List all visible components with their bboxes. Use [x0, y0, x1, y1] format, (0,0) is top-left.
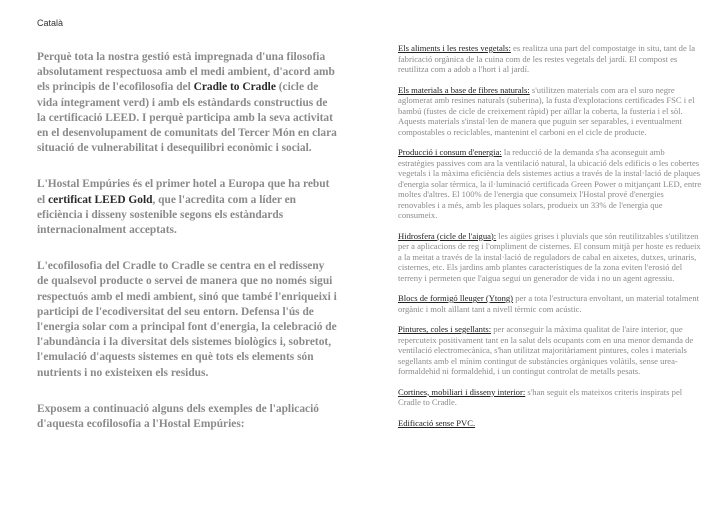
leed-gold-link[interactable]: certificat LEED Gold [48, 193, 153, 206]
example-heading: Producció i consum d'energia: [398, 147, 502, 157]
example-heading: Hidrosfera (cicle de l'aigua): [398, 230, 497, 241]
example-paints [398, 324, 703, 377]
example-body: es realitza una part del compostatge in situ, tant de la fabricació orgànica de la cuina com de les restes vegetals del jardí. El compost es reutilitza com a adob a l'hort i al jardí. [398, 43, 696, 74]
example-no-pvc [398, 418, 703, 429]
example-body: per aconseguir la màxima qualitat de l'aire interior, que repercuteix positivament tant en la salut dels ocupants com en una menor demanda de ventilació electromecànica, s'han utilitzat majoritàriament pintures, coles i materials segellants amb el mínim contingut de substàncies orgàniques volàtils, sense urea-formaldehid ni formaldehid, i un contingut controlat de metalls pesats. [398, 324, 694, 376]
example-natural-fibres [398, 85, 703, 138]
example-heading: Cortines, mobiliari i disseny interior: [398, 386, 526, 397]
example-compost [398, 43, 703, 75]
example-heading: Edificació sense PVC. [398, 417, 476, 428]
language-label: Català [37, 18, 64, 28]
example-energy [398, 147, 703, 221]
example-heading: Els aliments i les restes vegetals: [398, 43, 511, 53]
example-interior [398, 387, 703, 408]
intro-text-end: (cicle de vida íntegrament verd) i amb els estàndards constructius de la certificació LEED. I perquè participa amb la seva activitat en el desenvolupament de comunitats del Tercer Món en clara situació de vulnerabilitat i desequilibri econòmic i social. [37, 81, 337, 155]
examples-intro-paragraph: Exposem a continuació alguns dels exemples de l'aplicació d'aquesta ecofilosofia a l'Hostal Empúries: [37, 402, 319, 431]
example-body: s'utilitzen materials com ara el suro negre aglomerat amb resines naturals (suberina), la fusta d'explotacions certificades FSC i el bambú (fustes de cicle de creixement ràpid) per aïllar la coberta, la fusteria i el sòl. Aquests materials s'instal·len de manera que puguin ser separables, i eventualment compostables o reciclables, mantenint el carboni en el cicle de producte. [398, 84, 695, 137]
leed-text-start: L'Hostal Empúries és el primer hotel a Europa que ha rebut el [37, 178, 330, 206]
intro-column [37, 50, 337, 453]
example-body: per a tota l'estructura envoltant, un material totalment orgànic i molt aïllant tant a nivell tèrmic com acústic. [398, 293, 700, 314]
example-body: s'han seguit els mateixos criteris inspirats pel Cradle to Cradle. [398, 386, 683, 407]
example-concrete-blocks [398, 293, 703, 314]
intro-paragraph [37, 50, 337, 156]
example-body: la reducció de la demanda s'ha aconseguit amb estratègies passives com ara la ventilació natural, la ubicació dels edificis o les cobertes vegetals i la màxima eficiència dels sistemes actius a través de la instal·lació de plaques d'energia solar tèrmica, la il·luminació certificada Green Power o mitjançant LED, entre moltes d'altres. El 100% de l'energia que consumeix l'Hostal prové d'energies renovables i a més, amb les plaques solars, produeix un 33% de l'energia que consumeix. [398, 147, 702, 220]
leed-text-end: , que l'acredita com a líder en eficiència i disseny sostenible segons els estàndards internacionalment acceptats. [37, 193, 297, 237]
intro-text-start: Perquè tota la nostra gestió està impregnada d'una filosofia absolutament respectuosa amb el medi ambient, d'acord amb els principis de l'ecofilosofia del [37, 51, 335, 94]
examples-column [398, 43, 703, 438]
example-water [398, 231, 703, 284]
cradle-to-cradle-link[interactable]: Cradle to Cradle [193, 81, 276, 94]
example-heading: Pintures, coles i segellants: [398, 324, 492, 334]
ecophilosophy-paragraph: L'ecofilosofia del Cradle to Cradle se centra en el redisseny de qualsevol producte o servei de manera que no només sigui respectuós amb el medi ambient, sinó que també l'enriqueixi i participi de l'ecodiversitat del seu entorn. Defensa l'ús de l'energia solar com a principal font d'energia, la celebració de l'abundància i la diversitat dels sistemes biològics i, sobretot, l'emulació d'aquests sistemes en què tots els elements són nutrients i no existeixen els residus. [37, 260, 337, 379]
example-body: les aigües grises i pluvials que són reutilitzables s'utilitzen per a aplicacions de reg i l'ompliment de cisternes. El consum mitjà per hoste es redueix a la meitat a través de la instal·lació de reguladors de cabal en aixetes, dutxes, urinaris, cisternes, etc. Els jardins amb plantes característiques de la zona eviten l'erosió del terreny i permeten que l'aigua segui un generador de vida i no un agent agressiu. [398, 230, 701, 283]
example-heading: Blocs de formigó lleuger (Ytong) [398, 293, 514, 303]
leed-paragraph [37, 177, 337, 238]
example-heading: Els materials a base de fibres naturals: [398, 84, 530, 95]
